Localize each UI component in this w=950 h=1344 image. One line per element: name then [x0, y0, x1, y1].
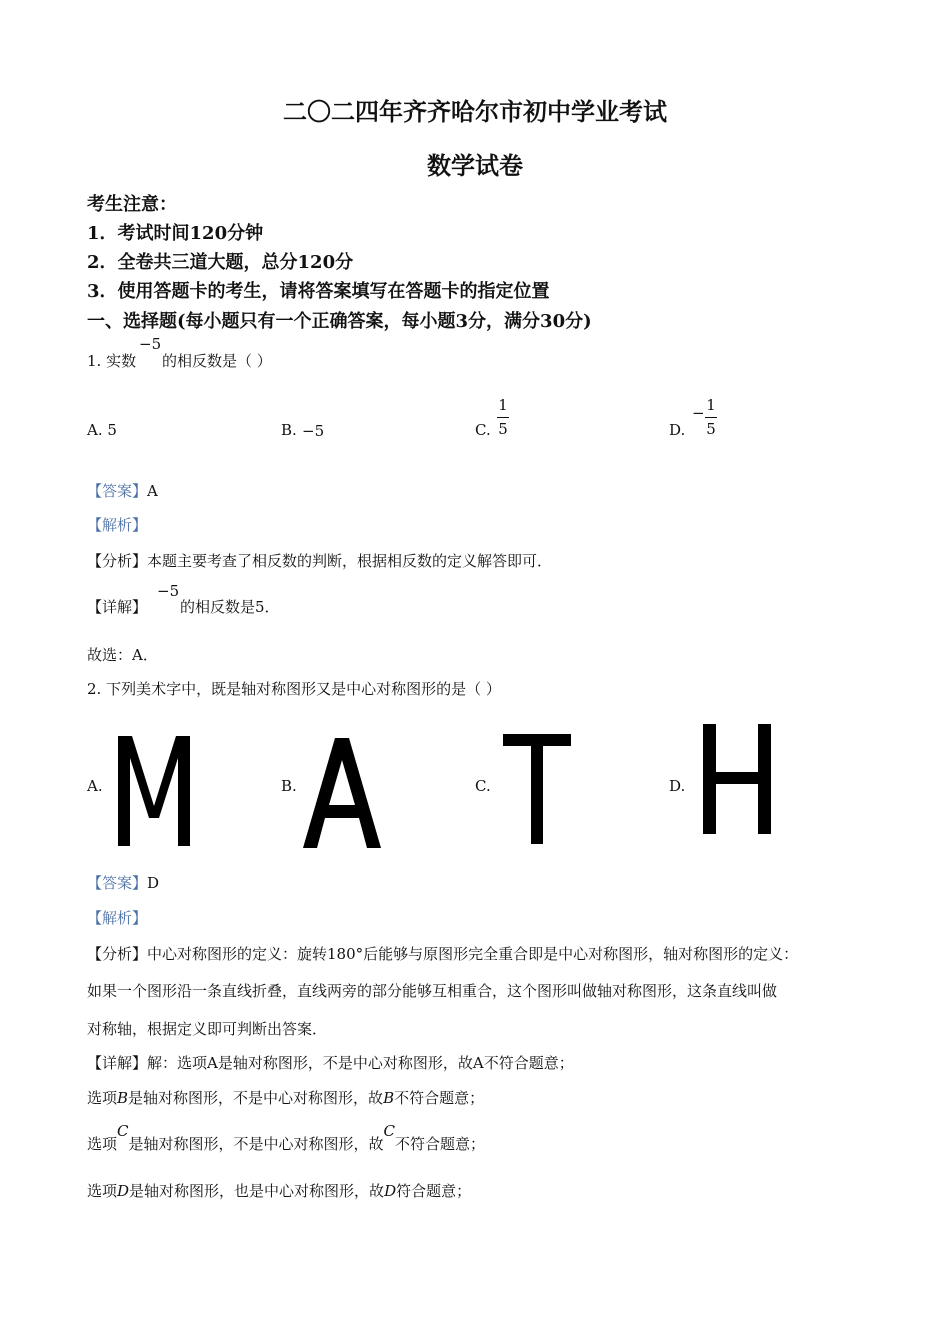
q2-option-a-letter — [118, 736, 190, 850]
notice-item: 2．全卷共三道大题，总分120分 — [87, 252, 354, 273]
q2-option-d-letter — [703, 724, 771, 838]
q1-option-c-label: C. — [475, 421, 491, 439]
letter-t-graphic — [503, 734, 571, 844]
q1-option-c-fraction — [496, 396, 510, 438]
q1-option-b-value: −5 — [302, 422, 325, 440]
option-var: C — [117, 1122, 129, 1140]
answer-value: D — [147, 874, 160, 892]
letter-h-graphic — [703, 724, 771, 834]
fenxi-text: 中心对称图形的定义：旋转180°后能够与原图形完全重合即是中心对称图形，轴对称图形的定义： — [147, 945, 799, 963]
q2-xiangjie-line — [87, 1053, 574, 1073]
q1-stem-suffix: 的相反数是（ ） — [162, 352, 272, 370]
option-var: D — [117, 1182, 130, 1200]
line-text: 是轴对称图形，不是中心对称图形，故 — [128, 1089, 384, 1107]
q2-option-d-label: D. — [669, 777, 686, 795]
q2-answer — [87, 873, 159, 893]
line-text: 选项 — [87, 1135, 118, 1153]
section-title: 一、选择题(每小题只有一个正确答案，每小题3分，满分30分) — [87, 311, 592, 332]
q2-stem: 2. 下列美术字中，既是轴对称图形又是中心对称图形的是（ ） — [87, 680, 501, 698]
line-text: 选项 — [87, 1182, 118, 1200]
q1-conclusion: 故选：A． — [87, 646, 158, 664]
q2-option-a-label: A. — [87, 777, 103, 795]
fenxi-tag: 【分析】 — [87, 552, 148, 570]
q2-analysis-tag: 【解析】 — [87, 909, 148, 927]
fraction-numerator: 1 — [706, 396, 716, 414]
page-title: 二〇二四年齐齐哈尔市初中学业考试 — [283, 97, 667, 126]
q2-detail-line — [87, 1122, 486, 1154]
option-var: D — [384, 1182, 397, 1200]
notice-heading: 考生注意： — [87, 194, 177, 215]
letter-a-graphic — [303, 738, 381, 848]
notice-item: 1．考试时间120分钟 — [87, 223, 264, 244]
q1-stem-prefix: 1. 实数 — [87, 352, 137, 370]
q1-xiangjie-math: −5 — [157, 582, 180, 600]
option-var: B — [117, 1089, 129, 1107]
q1-xiangjie-text: 的相反数是5． — [180, 598, 280, 616]
line-text: 不符合题意； — [395, 1135, 486, 1153]
option-var: C — [383, 1122, 395, 1140]
q2-fenxi-line — [87, 944, 798, 964]
notice-item: 3．使用答题卡的考生，请将答案填写在答题卡的指定位置 — [87, 281, 550, 302]
line-text: 不符合题意； — [394, 1089, 485, 1107]
fraction-denominator: 5 — [706, 420, 716, 438]
q1-fenxi — [87, 551, 552, 571]
line-text: 是轴对称图形，不是中心对称图形，故 — [217, 1054, 473, 1072]
q2-detail-line — [87, 1181, 471, 1201]
page-subtitle: 数学试卷 — [427, 151, 523, 180]
line-text: 是轴对称图形，也是中心对称图形，故 — [129, 1182, 385, 1200]
answer-value: A — [147, 482, 158, 500]
q1-answer — [87, 481, 158, 501]
fraction-bar — [705, 417, 717, 418]
letter-m-graphic — [118, 736, 190, 846]
q2-option-b-letter — [303, 738, 381, 852]
fraction-bar — [497, 417, 509, 418]
line-text: 是轴对称图形，不是中心对称图形，故 — [128, 1135, 384, 1153]
q2-fenxi-line: 如果一个图形沿一条直线折叠，直线两旁的部分能够互相重合，这个图形叫做轴对称图形，这条直线叫做 — [87, 982, 778, 1000]
fenxi-text: 本题主要考查了相反数的判断，根据相反数的定义解答即可． — [147, 552, 553, 570]
fraction-numerator: 1 — [498, 396, 508, 414]
line-text: 不符合题意； — [483, 1054, 574, 1072]
q1-stem-math: −5 — [139, 335, 162, 353]
answer-tag: 【答案】 — [87, 482, 148, 500]
q1-option-a: A. 5 — [87, 421, 117, 439]
q1-analysis-tag: 【解析】 — [87, 516, 148, 534]
xiangjie-tag: 【详解】 — [87, 1054, 148, 1072]
q2-fenxi-line: 对称轴，根据定义即可判断出答案． — [87, 1020, 328, 1038]
q2-option-c-letter — [503, 734, 571, 848]
line-text: 选项 — [87, 1089, 118, 1107]
option-var: A — [472, 1054, 484, 1072]
option-var: B — [383, 1089, 395, 1107]
q1-option-b-label: B. — [281, 421, 297, 439]
q2-detail-line — [87, 1088, 484, 1108]
fraction-denominator: 5 — [498, 420, 508, 438]
fenxi-tag: 【分析】 — [87, 945, 148, 963]
q2-option-c-label: C. — [475, 777, 491, 795]
q1-option-d-fraction — [704, 396, 718, 438]
q2-option-b-label: B. — [281, 777, 297, 795]
q1-xiangjie-tag: 【详解】 — [87, 598, 148, 616]
option-var: A — [207, 1054, 218, 1072]
answer-tag: 【答案】 — [87, 874, 148, 892]
line-text: 符合题意； — [396, 1182, 472, 1200]
q1-option-d-label: D. — [669, 421, 686, 439]
q1-option-d-sign: − — [692, 404, 705, 422]
line-text: 解：选项 — [147, 1054, 208, 1072]
